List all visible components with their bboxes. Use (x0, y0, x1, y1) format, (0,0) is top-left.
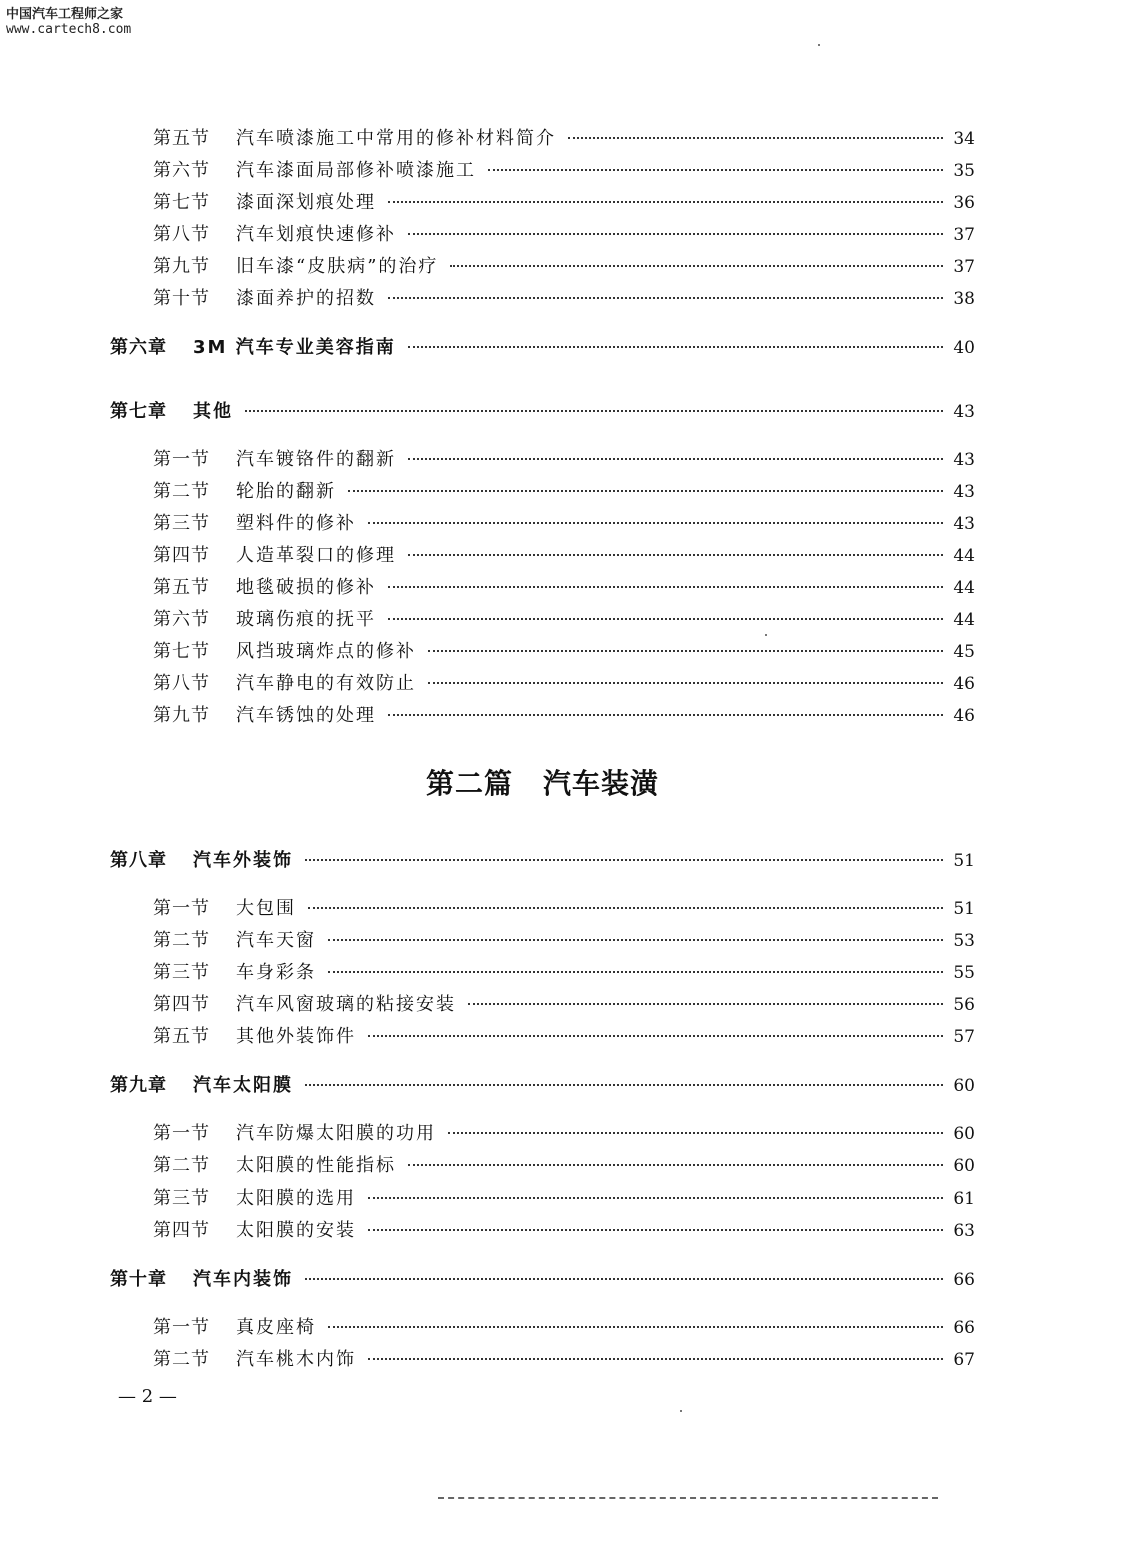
dot-leader (245, 410, 943, 412)
toc-section-row (153, 541, 975, 569)
toc-section-row (153, 284, 975, 312)
toc-entry-label: 第六章 (110, 337, 167, 358)
dot-leader (328, 1326, 943, 1328)
dot-leader (328, 939, 943, 941)
dot-leader (408, 233, 943, 235)
toc-entry-page: 60 (953, 1124, 975, 1144)
toc-entry-label: 第六节 (153, 160, 210, 181)
part-heading-label: 第二篇 (425, 767, 513, 800)
toc-entry-label: 第二节 (153, 1155, 210, 1176)
toc-entry-label: 第一节 (153, 1123, 210, 1144)
dot-leader (408, 458, 943, 460)
toc-entry-title: 3M 汽车专业美容指南 (193, 337, 396, 358)
toc-section-row (153, 445, 975, 473)
toc-entry-title: 其他外装饰件 (236, 1026, 356, 1047)
toc-section-row (153, 573, 975, 601)
toc-entry-label: 第十章 (110, 1269, 167, 1290)
toc-entry-title: 风挡玻璃炸点的修补 (236, 641, 416, 662)
toc-entry-page: 66 (953, 1270, 975, 1290)
dot-leader (305, 1084, 943, 1086)
toc-entry-title: 太阳膜的选用 (236, 1188, 356, 1209)
dot-leader (368, 1358, 943, 1360)
toc-entry-label: 第七节 (153, 641, 210, 662)
scan-speck (818, 44, 820, 46)
scan-speck (765, 634, 767, 636)
toc-entry-page: 43 (953, 450, 975, 470)
dot-leader (468, 1003, 943, 1005)
toc-entry-label: 第二节 (153, 1349, 210, 1370)
toc-section-row (153, 1345, 975, 1373)
toc-entry-label: 第六节 (153, 609, 210, 630)
toc-section-row (153, 1313, 975, 1341)
page-number: — 2 — (118, 1386, 177, 1407)
toc-entry-label: 第五节 (153, 577, 210, 598)
toc-entry-title: 太阳膜的性能指标 (236, 1155, 396, 1176)
toc-section-row (153, 1184, 975, 1212)
toc-entry-title: 汽车喷漆施工中常用的修补材料简介 (236, 128, 556, 149)
toc-section-row (153, 188, 975, 216)
toc-entry-title: 汽车桃木内饰 (236, 1349, 356, 1370)
toc-entry-page: 43 (953, 514, 975, 534)
toc-entry-page: 34 (953, 129, 975, 149)
dot-leader (368, 1035, 943, 1037)
part-heading-title: 汽车装潢 (543, 767, 660, 800)
toc-section-row (153, 990, 975, 1018)
toc-chapter-row (110, 1071, 975, 1099)
toc-section-row (153, 124, 975, 152)
toc-entry-label: 第九章 (110, 1075, 167, 1096)
dot-leader (348, 490, 943, 492)
toc-entry-page: 63 (953, 1221, 975, 1241)
toc-section-row (153, 958, 975, 986)
dot-leader (408, 346, 943, 348)
dot-leader (368, 522, 943, 524)
toc-section-row (153, 669, 975, 697)
toc-entry-title: 汽车太阳膜 (193, 1075, 293, 1096)
toc-entry-title: 塑料件的修补 (236, 513, 356, 534)
toc-entry-page: 60 (953, 1156, 975, 1176)
toc-entry-label: 第九节 (153, 705, 210, 726)
toc-entry-title: 汽车防爆太阳膜的功用 (236, 1123, 436, 1144)
toc-section-row (153, 1022, 975, 1050)
toc-entry-page: 66 (953, 1318, 975, 1338)
toc-entry-title: 大包围 (236, 898, 296, 919)
dot-leader (368, 1197, 943, 1199)
toc-entry-title: 汽车天窗 (236, 930, 316, 951)
toc-entry-title: 地毯破损的修补 (236, 577, 376, 598)
toc-section-row (153, 156, 975, 184)
dot-leader (488, 169, 943, 171)
toc-entry-page: 40 (953, 338, 975, 358)
toc-entry-label: 第三节 (153, 962, 210, 983)
toc-entry-page: 44 (953, 578, 975, 598)
toc-entry-label: 第二节 (153, 930, 210, 951)
toc-entry-title: 漆面养护的招数 (236, 288, 376, 309)
dot-leader (388, 297, 943, 299)
toc-section-row (153, 637, 975, 665)
toc-entry-label: 第一节 (153, 449, 210, 470)
dot-leader (328, 971, 943, 973)
toc-entry-page: 38 (953, 289, 975, 309)
dot-leader (368, 1229, 943, 1231)
toc-entry-title: 汽车划痕快速修补 (236, 224, 396, 245)
dot-leader (448, 1132, 943, 1134)
toc-section-row (153, 605, 975, 633)
toc-section-row (153, 252, 975, 280)
toc-section-row (153, 894, 975, 922)
toc-entry-label: 第十节 (153, 288, 210, 309)
toc-entry-page: 43 (953, 482, 975, 502)
toc-entry-title: 汽车漆面局部修补喷漆施工 (236, 160, 476, 181)
toc-section-row (153, 1151, 975, 1179)
toc-chapter-row (110, 333, 975, 361)
toc-entry-title: 汽车镀铬件的翻新 (236, 449, 396, 470)
toc-entry-title: 太阳膜的安装 (236, 1220, 356, 1241)
toc-entry-page: 57 (953, 1027, 975, 1047)
toc-entry-title: 车身彩条 (236, 962, 316, 983)
toc-entry-label: 第四节 (153, 1220, 210, 1241)
toc-entry-page: 37 (953, 225, 975, 245)
scan-artifact-line (438, 1497, 938, 1499)
toc-chapter-row (110, 846, 975, 874)
toc-entry-label: 第九节 (153, 256, 210, 277)
toc-entry-label: 第五节 (153, 1026, 210, 1047)
dot-leader (568, 137, 943, 139)
dot-leader (428, 650, 943, 652)
dot-leader (408, 1164, 943, 1166)
toc-entry-title: 汽车风窗玻璃的粘接安装 (236, 994, 456, 1015)
toc-entry-title: 轮胎的翻新 (236, 481, 336, 502)
toc-chapter-row (110, 1265, 975, 1293)
toc-entry-label: 第二节 (153, 481, 210, 502)
toc-entry-title: 其他 (193, 401, 233, 422)
dot-leader (450, 265, 943, 267)
toc-entry-label: 第五节 (153, 128, 210, 149)
toc-entry-label: 第四节 (153, 994, 210, 1015)
toc-entry-page: 67 (953, 1350, 975, 1370)
dot-leader (308, 907, 943, 909)
toc-section-row (153, 701, 975, 729)
dot-leader (305, 859, 943, 861)
toc-entry-title: 旧车漆“皮肤病”的治疗 (236, 256, 439, 277)
toc-entry-page: 46 (953, 706, 975, 726)
dot-leader (388, 714, 943, 716)
toc-chapter-row (110, 397, 975, 425)
toc-entry-title: 漆面深划痕处理 (236, 192, 376, 213)
toc-entry-page: 36 (953, 193, 975, 213)
toc-section-row (153, 1119, 975, 1147)
toc-section-row (153, 220, 975, 248)
toc-entry-title: 真皮座椅 (236, 1317, 316, 1338)
toc-entry-page: 37 (953, 257, 975, 277)
toc-entry-page: 35 (953, 161, 975, 181)
part-heading (0, 762, 1085, 802)
toc-entry-label: 第八章 (110, 850, 167, 871)
toc-entry-page: 53 (953, 931, 975, 951)
toc-entry-page: 44 (953, 610, 975, 630)
dot-leader (428, 682, 943, 684)
toc-entry-title: 汽车外装饰 (193, 850, 293, 871)
toc-entry-page: 56 (953, 995, 975, 1015)
dot-leader (388, 201, 943, 203)
toc-entry-label: 第四节 (153, 545, 210, 566)
dot-leader (388, 618, 943, 620)
scan-speck (680, 1410, 682, 1412)
toc-entry-page: 44 (953, 546, 975, 566)
toc-entry-title: 人造革裂口的修理 (236, 545, 396, 566)
toc-entry-page: 61 (953, 1189, 975, 1209)
toc-section-row (153, 1216, 975, 1244)
toc-entry-label: 第八节 (153, 673, 210, 694)
toc-entry-page: 55 (953, 963, 975, 983)
watermark-title: 中国汽车工程师之家 (6, 7, 124, 22)
dot-leader (408, 554, 943, 556)
toc-entry-title: 汽车静电的有效防止 (236, 673, 416, 694)
toc-entry-label: 第八节 (153, 224, 210, 245)
toc-entry-label: 第一节 (153, 1317, 210, 1338)
toc-entry-title: 汽车锈蚀的处理 (236, 705, 376, 726)
toc-entry-page: 51 (953, 851, 975, 871)
dot-leader (305, 1278, 943, 1280)
toc-entry-page: 60 (953, 1076, 975, 1096)
toc-entry-page: 45 (953, 642, 975, 662)
toc-entry-label: 第三节 (153, 513, 210, 534)
toc-entry-page: 43 (953, 402, 975, 422)
dot-leader (388, 586, 943, 588)
toc-section-row (153, 926, 975, 954)
watermark-logo (6, 8, 131, 38)
toc-entry-title: 汽车内装饰 (193, 1269, 293, 1290)
toc-section-row (153, 509, 975, 537)
watermark-url: www.cartech8.com (6, 21, 132, 37)
toc-entry-label: 第七章 (110, 401, 167, 422)
toc-entry-page: 51 (953, 899, 975, 919)
toc-entry-page: 46 (953, 674, 975, 694)
toc-entry-label: 第一节 (153, 898, 210, 919)
toc-entry-title: 玻璃伤痕的抚平 (236, 609, 376, 630)
toc-entry-label: 第三节 (153, 1188, 210, 1209)
toc-entry-label: 第七节 (153, 192, 210, 213)
toc-section-row (153, 477, 975, 505)
